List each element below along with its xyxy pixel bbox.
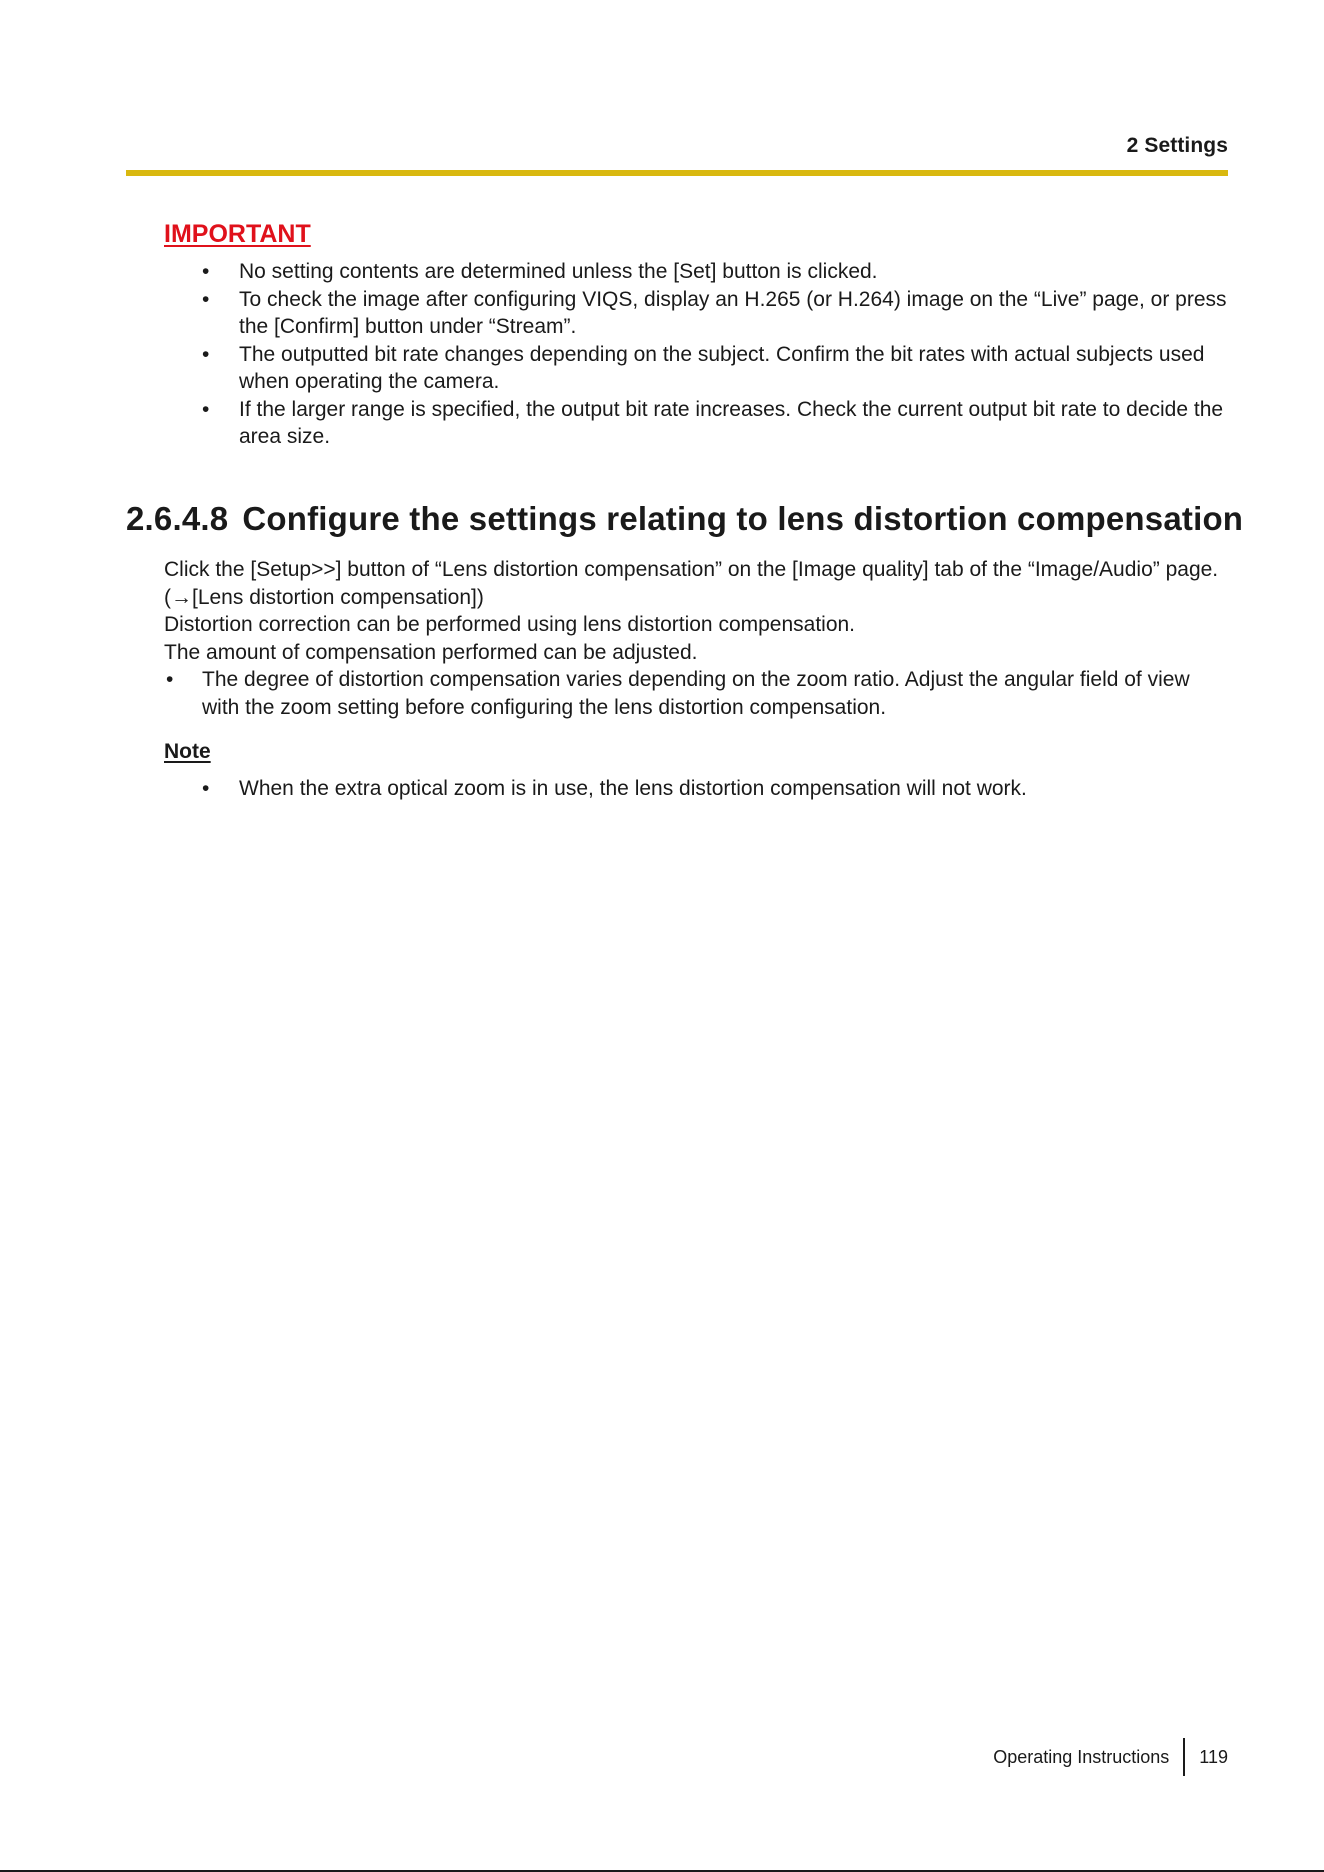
list-item: [200, 396, 1230, 451]
body-paragraph: Click the [Setup>>] button of “Lens distortion compensation” on the [Image quality] tab of the “Image/Audio” page. (→[Lens distortion compensation]): [164, 558, 1219, 609]
note-heading: Note: [164, 740, 211, 763]
list-item: [200, 775, 1230, 803]
bullet-icon: •: [202, 397, 210, 421]
section-title: [126, 500, 1244, 538]
section-body: [164, 556, 1232, 721]
list-item: [200, 258, 1230, 286]
important-item-text: To check the image after configuring VIQS, display an H.265 (or H.264) image on the “Live” page, or press the [Confirm] button under “Stream”.: [239, 287, 1227, 338]
important-item-text: The outputted bit rate changes depending on the subject. Confirm the bit rates with actual subjects used when operating the camera.: [239, 342, 1205, 393]
bullet-icon: •: [166, 668, 174, 691]
bullet-icon: •: [202, 260, 210, 283]
body-bullet-text: The degree of distortion compensation varies depending on the zoom ratio. Adjust the angular field of view with the zoom setting before configuring the lens distortion compensation.: [202, 668, 1190, 719]
list-item: [200, 341, 1230, 396]
section-title-text: Configure the settings relating to lens distortion compensation: [242, 500, 1244, 537]
footer-divider: [1183, 1738, 1185, 1776]
body-paragraph: The amount of compensation performed can be adjusted.: [164, 640, 698, 664]
list-item: [200, 286, 1230, 341]
body-list: [164, 666, 1232, 721]
footer-doc-title: Operating Instructions: [993, 1746, 1170, 1767]
page-number: 119: [1199, 1746, 1228, 1767]
bullet-icon: •: [202, 342, 210, 366]
bullet-icon: •: [202, 287, 210, 311]
header-section-label: 2 Settings: [1126, 134, 1228, 157]
note-list: [200, 775, 1230, 803]
important-list: [200, 258, 1230, 451]
section-number: 2.6.4.8: [126, 500, 229, 537]
important-item-text: No setting contents are determined unless the [Set] button is clicked.: [239, 260, 878, 283]
body-paragraph: Distortion correction can be performed using lens distortion compensation.: [164, 613, 856, 636]
header-rule: [126, 170, 1228, 176]
important-item-text: If the larger range is specified, the output bit rate increases. Check the current output bit rate to decide the area size.: [239, 397, 1224, 448]
note-item-text: When the extra optical zoom is in use, the lens distortion compensation will not work.: [239, 777, 1027, 800]
footer: [993, 1738, 1228, 1776]
bullet-icon: •: [202, 777, 210, 800]
list-item: [164, 666, 1232, 721]
important-heading: IMPORTANT: [164, 220, 311, 248]
